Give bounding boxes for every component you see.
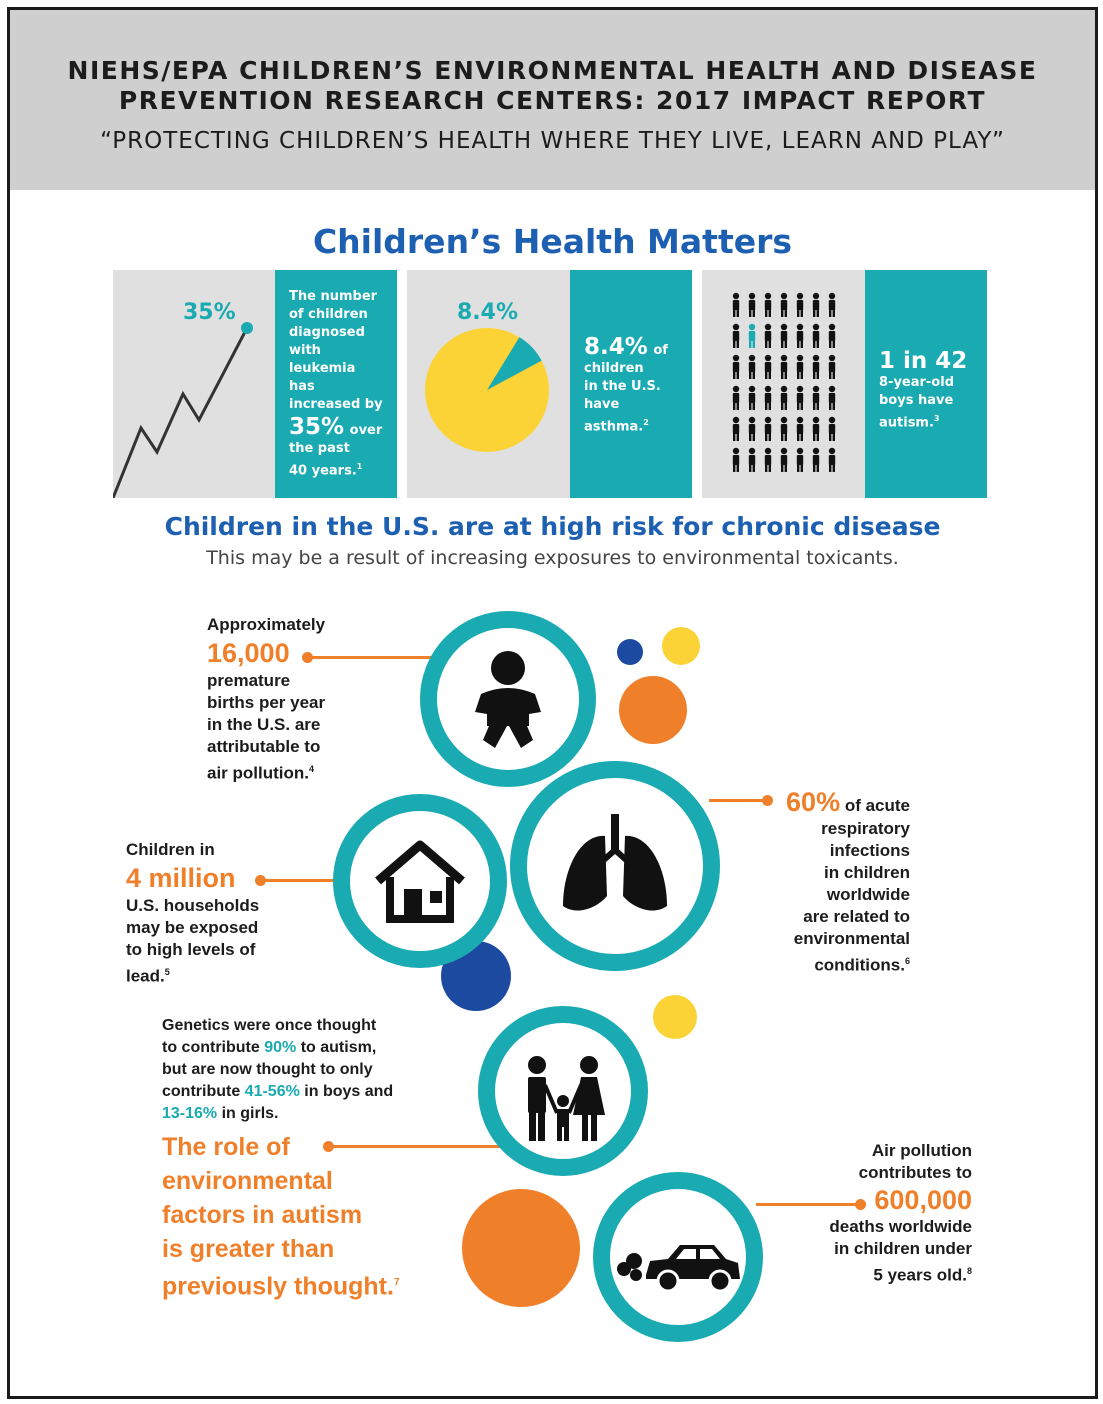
genetics-girls-range: 13-16% [162,1105,218,1122]
asthma-tail-2: in the U.S. [584,379,661,394]
footnote-2: 2 [643,418,649,427]
respiratory-line-4: worldwide [826,885,910,904]
air-line-2: in children under [834,1239,972,1258]
autism-big-stat: 1 in 42 [879,348,968,374]
connector-lead [260,879,340,882]
air-line-3: 5 years old. [873,1265,967,1285]
premature-big: 16,000 [207,638,290,668]
leukemia-tail-1: the past [289,441,350,456]
person-icon [733,355,739,379]
air-big: 600,000 [874,1185,972,1215]
section-title: Children’s Health Matters [312,222,793,261]
person-icon [829,293,835,317]
leukemia-text-7: increased by [289,397,383,412]
premature-line-1: premature [207,671,291,690]
premature-pre: Approximately [207,615,326,634]
asthma-big-stat: 8.4% [584,334,648,360]
person-icon [765,293,771,317]
premature-fact [207,614,325,785]
genetics-line-4c: in boys and [299,1083,394,1100]
asthma-of: of [653,343,668,358]
leukemia-tail-2: 40 years. [289,463,357,479]
person-icon [813,355,819,379]
report-title-line-1: NIEHS/EPA CHILDREN’S ENVIRONMENTAL HEALTH AND DISEASE [67,56,1038,85]
house-icon [350,811,490,951]
footnote-5: 5 [164,967,170,977]
lungs-circle [510,761,720,971]
respiratory-line-5: are related to [803,907,910,926]
asthma-tail-3: have [584,397,620,412]
autism-tail-2: boys have [879,393,954,408]
person-icon [749,386,755,410]
person-icon [781,386,787,410]
decor-dot-orange-large [462,1189,580,1307]
person-icon [797,448,803,472]
lungs-icon [527,778,703,954]
leukemia-text-6: has [289,379,315,394]
lead-fact [126,839,259,988]
decor-dot-navy-small [617,639,643,665]
person-icon [733,324,739,348]
air-pre-1: Air pollution [871,1141,972,1160]
lead-big: 4 million [126,863,236,893]
leukemia-big-stat: 35% [289,414,345,440]
house-circle [333,794,507,968]
genetics-line-2c: to autism, [296,1039,377,1056]
person-icon [765,355,771,379]
genetics-fact [162,1015,393,1125]
person-icon [781,417,787,441]
respiratory-fact [725,786,910,977]
leukemia-chart-panel [113,270,275,498]
respiratory-line-3: in children [824,863,910,882]
person-icon [829,386,835,410]
leukemia-text-3: diagnosed [289,325,365,340]
person-icon [733,448,739,472]
role-line-5: previously thought. [162,1272,394,1301]
premature-line-2: births per year [207,693,326,712]
respiratory-line-7: conditions. [814,955,905,975]
lead-line-3: to high levels of [126,940,256,959]
person-icon [781,355,787,379]
premature-line-5: air pollution. [207,763,309,783]
person-icon [797,355,803,379]
asthma-stat-panel [570,270,692,498]
person-icon [733,417,739,441]
genetics-boys-range: 41-56% [244,1083,300,1100]
respiratory-line-2: infections [829,841,910,860]
person-icon [813,386,819,410]
person-icon [813,293,819,317]
report-header [10,10,1095,190]
person-icon [733,386,739,410]
autism-icon-panel [702,270,865,498]
air-pollution-fact [780,1140,972,1287]
person-icon [797,324,803,348]
genetics-90-percent: 90% [264,1039,297,1056]
decor-dot-yellow-2 [653,995,697,1039]
premature-line-3: in the U.S. are [207,715,321,734]
risk-title: Children in the U.S. are at high risk for chronic disease [164,512,941,541]
lead-line-4: lead. [126,966,165,986]
leukemia-text-4: with [289,343,321,358]
role-line-2: environmental [162,1167,333,1195]
report-tagline: “PROTECTING CHILDREN’S HEALTH WHERE THEY LIVE, LEARN AND PLAY” [100,128,1005,154]
lead-pre: Children in [126,840,215,859]
lead-line-1: U.S. households [126,896,260,915]
car-exhaust-icon [610,1189,746,1325]
autism-tail-3: autism. [879,415,934,431]
baby-circle [420,611,596,787]
genetics-line-1: Genetics were once thought [162,1017,377,1034]
person-icon [813,448,819,472]
leukemia-text-1: The number [289,289,378,304]
car-circle [593,1172,763,1342]
respiratory-line-1: respiratory [821,819,910,838]
footnote-6: 6 [904,956,910,966]
role-line-4: is greater than [162,1235,335,1263]
autism-stat-panel [865,270,987,498]
leukemia-stat-panel [275,270,397,498]
report-title-line-2: PREVENTION RESEARCH CENTERS: 2017 IMPACT REPORT [118,86,987,115]
air-pre-2: contributes to [858,1163,972,1182]
person-icon [749,293,755,317]
leukemia-text-5: leukemia [289,361,356,376]
family-circle [478,1006,648,1176]
person-icon [733,293,739,317]
leukemia-chart-label: 35% [183,300,236,325]
respiratory-after-big: of acute [844,796,910,815]
person-icon [765,324,771,348]
person-icon [749,355,755,379]
genetics-line-5b: in girls. [217,1105,279,1122]
respiratory-big: 60% [786,787,841,817]
person-icon [797,386,803,410]
person-icon [749,324,755,348]
infographic [7,7,1098,1399]
asthma-tail-4: asthma. [584,419,644,435]
person-icon [829,355,835,379]
autism-tail-1: 8-year-old [879,375,955,390]
person-icon [749,417,755,441]
genetics-line-2a: to contribute [162,1039,265,1056]
footnote-4: 4 [309,764,315,774]
person-icon [813,417,819,441]
decor-dot-orange [619,676,687,744]
genetics-line-4a: contribute [162,1083,245,1100]
person-icon [829,448,835,472]
decor-dot-yellow [662,627,700,665]
autism-role-statement [162,1130,400,1303]
asthma-chart-label: 8.4% [457,300,519,325]
person-icon [797,417,803,441]
person-icon [765,386,771,410]
air-line-1: deaths worldwide [829,1217,972,1236]
people-grid-icon [702,270,865,498]
footnote-3: 3 [933,414,940,423]
person-icon [781,293,787,317]
leukemia-text-2: of children [289,307,368,322]
respiratory-line-6: environmental [793,929,910,948]
premature-line-4: attributable to [207,737,321,756]
person-icon [797,293,803,317]
person-icon [781,448,787,472]
person-icon [749,448,755,472]
leukemia-over: over [349,423,383,438]
person-icon [829,324,835,348]
person-icon [765,448,771,472]
person-icon [781,324,787,348]
family-icon [495,1023,631,1159]
asthma-chart-panel [407,270,570,498]
genetics-line-3: but are now thought to only [162,1061,373,1078]
lead-line-2: may be exposed [126,918,259,937]
footnote-7: 7 [393,1277,400,1288]
footnote-8: 8 [966,1266,972,1276]
role-line-3: factors in autism [162,1201,363,1229]
asthma-tail-1: children [584,361,644,376]
person-icon [829,417,835,441]
role-line-1: The role of [162,1133,290,1161]
connector-premature [307,656,432,659]
person-icon [813,324,819,348]
risk-subtitle: This may be a result of increasing exposures to environmental toxicants. [206,547,899,569]
footnote-1: 1 [356,462,363,471]
person-icon [765,417,771,441]
baby-icon [437,628,579,770]
